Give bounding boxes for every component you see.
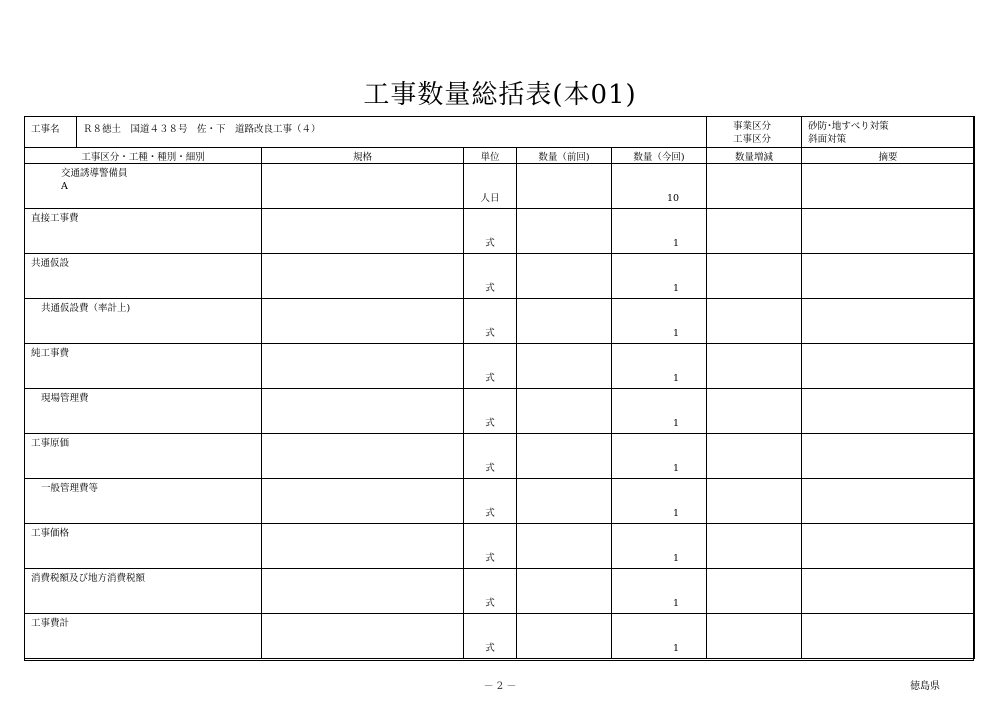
row-name-text: 工事費計 xyxy=(31,618,70,629)
row-qty: 1 xyxy=(673,463,680,474)
row-name-text: 直接工事費 xyxy=(31,213,79,224)
table-frame xyxy=(24,116,974,661)
row-unit: 式 xyxy=(485,373,495,384)
project-name: Ｒ８徳土 国道４３８号 佐・下 道路改良工事（４） xyxy=(77,117,707,148)
work-category-label: 工事区分 xyxy=(733,134,772,145)
col-header-curr-qty: 数量（今回) xyxy=(612,148,707,164)
row-qty: 1 xyxy=(673,418,680,429)
row-unit: 式 xyxy=(485,283,495,294)
row-unit: 式 xyxy=(485,418,495,429)
project-name-label: 工事名 xyxy=(25,117,77,148)
col-header-prev-qty: 数量（前回) xyxy=(517,148,612,164)
organization-name: 徳島県 xyxy=(910,681,940,692)
row-unit: 式 xyxy=(485,508,495,519)
row-name-text: 交通誘導警備員 xyxy=(61,168,128,179)
col-header-unit: 単位 xyxy=(464,148,517,164)
work-category-value: 斜面対策 xyxy=(808,134,847,145)
row-qty: 1 xyxy=(673,553,680,564)
row-name-text: 共通仮設 xyxy=(31,258,70,269)
business-category-label: 事業区分 xyxy=(733,121,772,132)
col-header-note: 摘要 xyxy=(802,148,975,164)
row-qty: 1 xyxy=(673,283,680,294)
page-number: － 2 － xyxy=(483,681,517,692)
col-header-spec: 規格 xyxy=(262,148,464,164)
row-unit: 式 xyxy=(485,238,495,249)
row-unit: 式 xyxy=(485,463,495,474)
row-qty: 1 xyxy=(673,508,680,519)
page-title: 工事数量総括表(本01) xyxy=(363,80,637,110)
row-name-text: 一般管理費等 xyxy=(41,483,99,494)
row-qty: 1 xyxy=(673,373,680,384)
row-unit: 式 xyxy=(485,328,495,339)
col-header-category: 工事区分・工種・種別・細別 xyxy=(25,148,262,164)
row-qty: 1 xyxy=(673,598,680,609)
row-name-text: 工事原価 xyxy=(31,438,70,449)
row-qty: 10 xyxy=(666,193,680,204)
row-qty: 1 xyxy=(673,328,680,339)
row-sub-text: A xyxy=(61,181,68,192)
row-qty: 1 xyxy=(673,238,680,249)
row-unit: 式 xyxy=(485,598,495,609)
row-unit: 人日 xyxy=(480,193,500,204)
row-name-text: 共通仮設費（率計上) xyxy=(41,303,131,314)
row-name-text: 工事価格 xyxy=(31,528,70,539)
business-category-value: 砂防･地すべり対策 xyxy=(808,121,889,132)
row-name-text: 現場管理費 xyxy=(41,393,89,404)
col-header-qty-diff: 数量増減 xyxy=(707,148,802,164)
row-unit: 式 xyxy=(485,643,495,654)
row-unit: 式 xyxy=(485,553,495,564)
row-name-text: 消費税額及び地方消費税額 xyxy=(31,573,146,584)
row-name-text: 純工事費 xyxy=(31,348,70,359)
row-qty: 1 xyxy=(673,643,680,654)
